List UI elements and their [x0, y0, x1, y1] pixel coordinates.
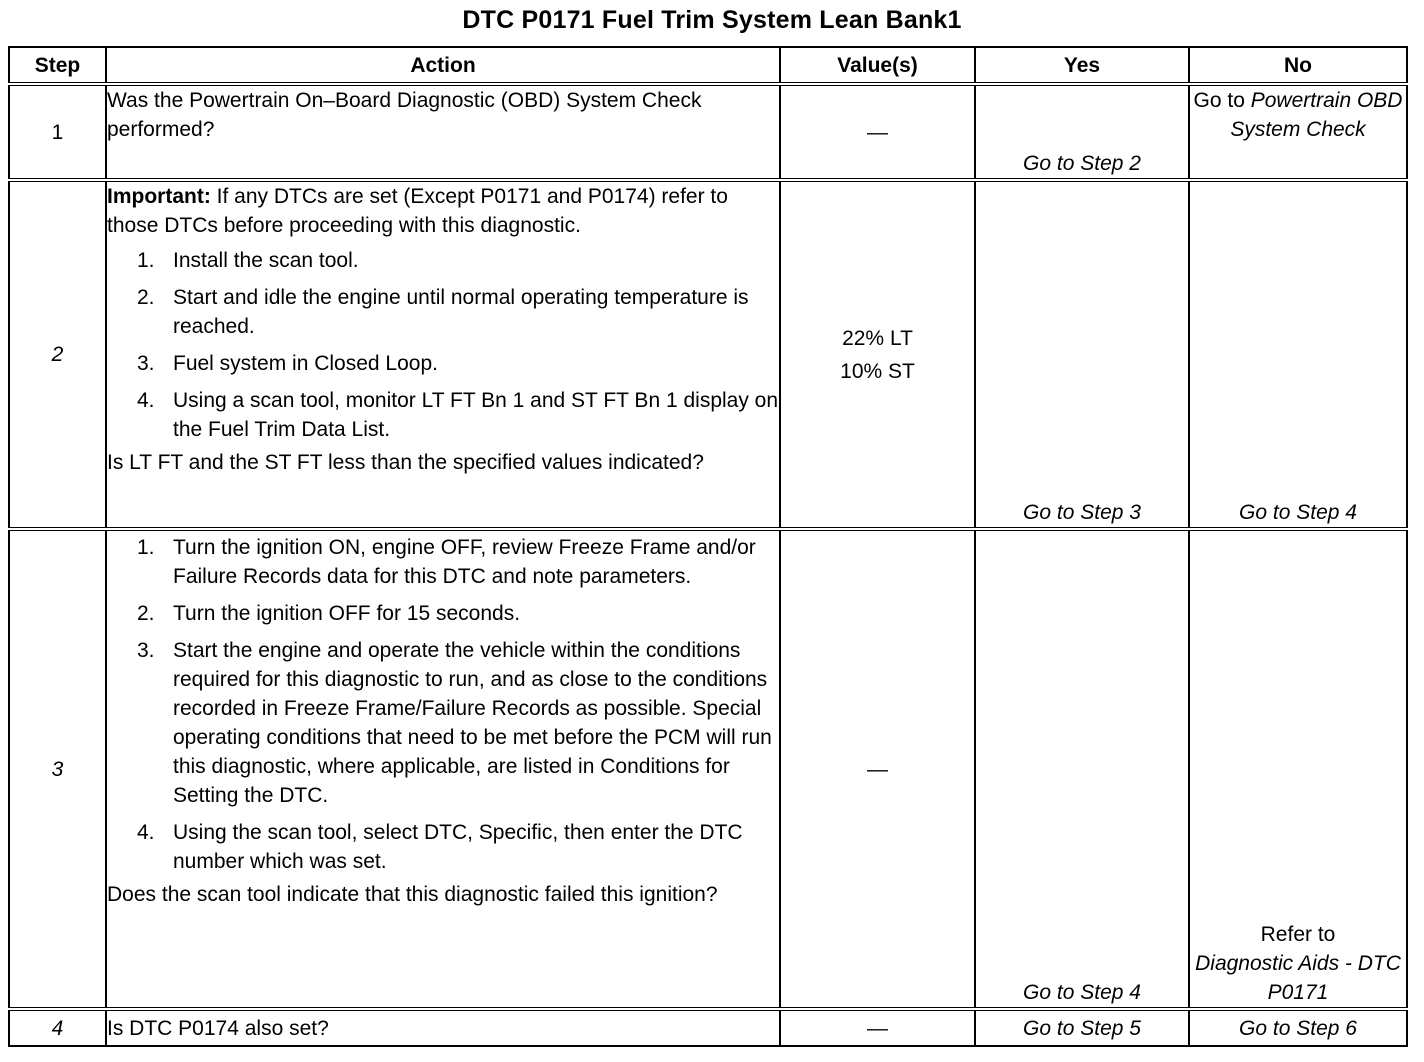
item-number: 3.: [137, 639, 155, 662]
list-item: [107, 636, 779, 810]
item-text: Using a scan tool, monitor LT FT Bn 1 and ST FT Bn 1 display on the Fuel Trim Data List.: [173, 389, 779, 441]
item-text: Using the scan tool, select DTC, Specific, then enter the DTC number which was set.: [173, 821, 743, 873]
table-row-step-2: [9, 180, 1407, 529]
item-number: 2.: [137, 602, 155, 625]
header-step: Step: [9, 47, 106, 84]
action-cell: [106, 84, 780, 180]
step-number: 1: [9, 84, 106, 180]
action-cell: [106, 1009, 780, 1046]
values-cell: [780, 180, 975, 529]
no-prefix: Refer to: [1260, 923, 1336, 946]
action-question: Is DTC P0174 also set?: [107, 1016, 329, 1040]
header-no: No: [1189, 47, 1407, 84]
action-question: Was the Powertrain On–Board Diagnostic (OBD) System Check performed?: [107, 89, 702, 141]
action-question: Is LT FT and the ST FT less than the specified values indicated?: [107, 451, 704, 474]
yes-cell: Go to Step 4: [975, 529, 1189, 1009]
item-text: Start and idle the engine until normal operating temperature is reached.: [173, 286, 749, 338]
no-prefix: Go to: [1193, 89, 1245, 112]
table-row-step-4: [9, 1009, 1407, 1046]
no-cell: [1189, 529, 1407, 1009]
list-item: [107, 533, 779, 591]
values-cell: —: [780, 84, 975, 180]
list-item: [107, 246, 779, 275]
yes-cell: Go to Step 5: [975, 1009, 1189, 1046]
header-values: Value(s): [780, 47, 975, 84]
item-number: 1.: [137, 536, 155, 559]
value-line: 10% ST: [840, 359, 915, 383]
step-number: 3: [9, 529, 106, 1009]
step-number: 4: [9, 1009, 106, 1046]
values-cell: —: [780, 1009, 975, 1046]
step-number: 2: [9, 180, 106, 529]
no-reference: Diagnostic Aids - DTC P0171: [1195, 952, 1401, 1004]
page-title: DTC P0171 Fuel Trim System Lean Bank1: [462, 6, 962, 34]
important-label: Important:: [107, 185, 211, 208]
list-item: [107, 349, 779, 378]
item-number: 3.: [137, 352, 155, 375]
procedure-list: [107, 533, 779, 876]
list-item: [107, 283, 779, 341]
yes-cell: Go to Step 3: [975, 180, 1189, 529]
action-question: Does the scan tool indicate that this diagnostic failed this ignition?: [107, 883, 718, 906]
important-note: [107, 182, 779, 240]
table-row-step-3: [9, 529, 1407, 1009]
list-item: [107, 386, 779, 444]
header-row: [9, 47, 1407, 84]
item-number: 4.: [137, 821, 155, 844]
item-number: 2.: [137, 286, 155, 309]
value-line: 22% LT: [842, 326, 913, 350]
no-cell: Go to Step 6: [1189, 1009, 1407, 1046]
item-text: Fuel system in Closed Loop.: [173, 352, 438, 375]
header-yes: Yes: [975, 47, 1189, 84]
item-text: Turn the ignition ON, engine OFF, review Freeze Frame and/or Failure Records data for this DTC and note parameters.: [173, 536, 756, 588]
procedure-list: [107, 246, 779, 444]
item-text: Start the engine and operate the vehicle within the conditions required for this diagnostic to run, and as close to the conditions recorded in Freeze Frame/Failure Records as possible. Special operating conditions that need to be met before the PCM will run this diagnostic, where applicable, are listed in Conditions for Setting the DTC.: [173, 639, 772, 807]
no-reference: Powertrain OBD System Check: [1230, 89, 1403, 141]
action-cell: [106, 529, 780, 1009]
no-cell: [1189, 84, 1407, 180]
no-cell: Go to Step 4: [1189, 180, 1407, 529]
list-item: [107, 599, 779, 628]
item-text: Install the scan tool.: [173, 249, 359, 272]
diagnostic-table: [8, 46, 1408, 1047]
yes-cell: Go to Step 2: [975, 84, 1189, 180]
item-number: 4.: [137, 389, 155, 412]
list-item: [107, 818, 779, 876]
important-text: If any DTCs are set (Except P0171 and P0174) refer to those DTCs before proceeding with this diagnostic.: [107, 185, 728, 237]
action-cell: [106, 180, 780, 529]
table-row-step-1: [9, 84, 1407, 180]
values-cell: —: [780, 529, 975, 1009]
item-text: Turn the ignition OFF for 15 seconds.: [173, 602, 521, 625]
item-number: 1.: [137, 249, 155, 272]
header-action: Action: [106, 47, 780, 84]
